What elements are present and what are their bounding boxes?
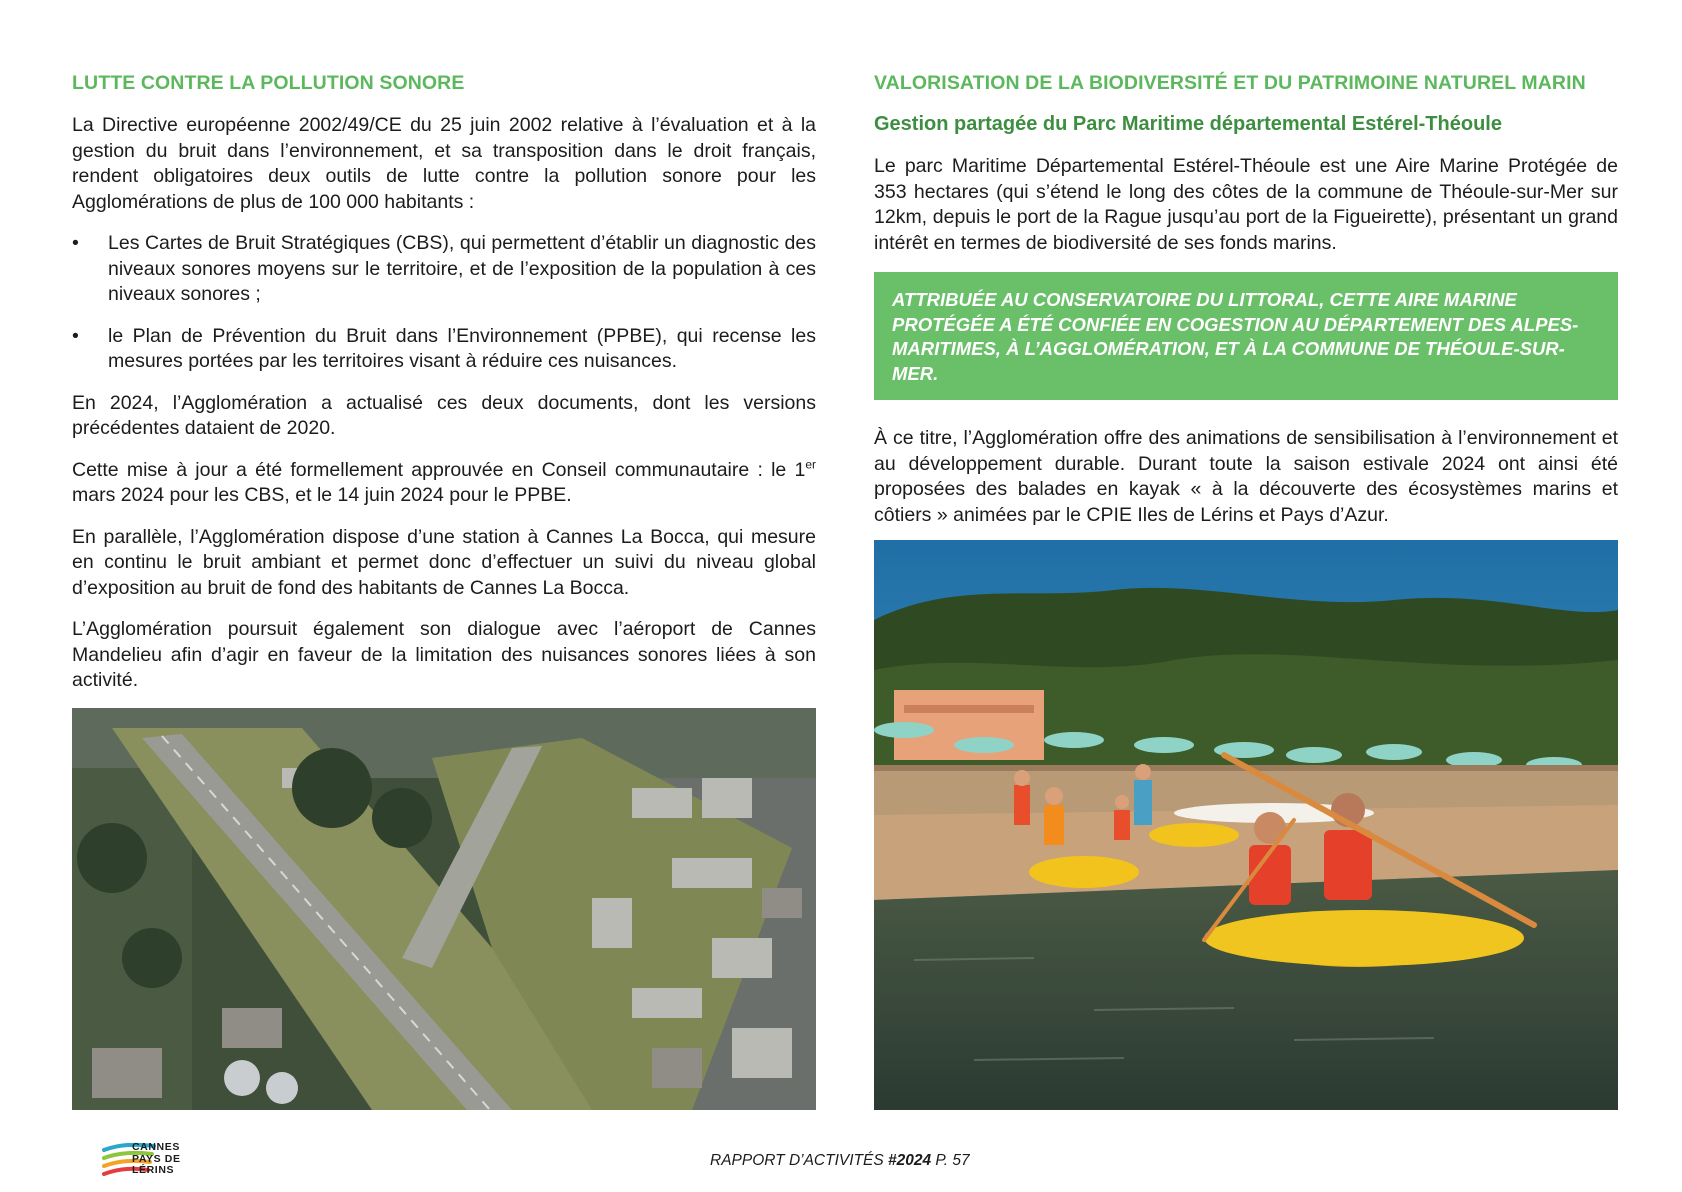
kayak-illustration <box>874 540 1618 1110</box>
airport-aerial-photo <box>72 708 816 1110</box>
noise-tools-list <box>72 231 816 375</box>
logo-line: CANNES <box>132 1141 180 1153</box>
bullet-glyph: • <box>72 232 79 254</box>
logo-line: LÉRINS <box>132 1164 175 1176</box>
update-paragraph: En 2024, l’Agglomération a actualisé ces deux documents, dont les versions précédentes dataient de 2020. <box>72 391 816 439</box>
list-item <box>72 231 816 308</box>
directive-paragraph: La Directive européenne 2002/49/CE du 25 juin 2002 relative à l’évaluation et à la gestion du bruit dans l’environnement, et sa transposition dans le droit français, rendent obligatoires deux outils de lutte contre la pollution sonore pour les Agglomérations de plus de 100 000 habitants : <box>72 114 816 213</box>
airport-aerial-illustration <box>72 708 816 1110</box>
approval-superscript: er <box>805 457 816 471</box>
report-label: RAPPORT D’ACTIVITÉS <box>710 1152 888 1169</box>
logo-wordmark <box>132 1142 181 1177</box>
approval-text-a: Cette mise à jour a été formellement approuvée en Conseil communautaire : le 1 <box>72 458 806 481</box>
list-item-text: Les Cartes de Bruit Stratégiques (CBS), qui permettent d’établir un diagnostic des niveaux sonores moyens sur le territoire, et de l’exposition de la population à ces niveaux sonores ; <box>108 232 816 305</box>
page-footer <box>0 1140 1682 1180</box>
right-column <box>874 72 1618 1110</box>
bullet-glyph: • <box>72 324 79 347</box>
logo-line: PAYS DE <box>132 1152 181 1165</box>
activities-paragraph: À ce titre, l’Agglomération offre des animations de sensibilisation à l’environnement et au développement durable. Durant toute la saison estivale 2024 ont ainsi été proposées des balades en kayak « à la découverte des écosystèmes marins et côtiers » animées par le CPIE Iles de Lérins et Pays d’Azur. <box>874 427 1618 526</box>
kayak-photo <box>874 540 1618 1110</box>
report-year: #2024 <box>888 1152 932 1169</box>
list-item-text: le Plan de Prévention du Bruit dans l’Environnement (PPBE), qui recense les mesures portées par les territoires visant à réduire ces nuisances. <box>108 324 816 372</box>
callout-box: ATTRIBUÉE AU CONSERVATOIRE DU LITTORAL, CETTE AIRE MARINE PROTÉGÉE A ÉTÉ CONFIÉE EN COGESTION AU DÉPARTEMENT DES ALPES-MARITIMES, À L’AGGLOMÉRATION, ET À LA COMMUNE DE THÉOULE-SUR-MER. <box>874 272 1618 400</box>
biodiversity-section-title: VALORISATION DE LA BIODIVERSITÉ ET DU PATRIMOINE NATUREL MARIN <box>874 72 1586 94</box>
park-paragraph: Le parc Maritime Départemental Estérel-Théoule est une Aire Marine Protégée de 353 hectares (qui s’étend le long des côtes de la commune de Théoule-sur-Mer sur 12km, depuis le port de la Rague jusqu’au port de la Figueirette), présentant un grand intérêt en termes de biodiversité de ses fonds marins. <box>874 155 1618 254</box>
left-column <box>72 72 816 1110</box>
noise-section-title: LUTTE CONTRE LA POLLUTION SONORE <box>72 72 465 94</box>
park-subtitle: Gestion partagée du Parc Maritime départemental Estérel-Théoule <box>874 113 1502 135</box>
page-number: P. 57 <box>931 1152 970 1169</box>
approval-text-b: mars 2024 pour les CBS, et le 14 juin 2024 pour le PPBE. <box>72 484 572 506</box>
list-item <box>72 324 816 375</box>
station-paragraph: En parallèle, l’Agglomération dispose d’une station à Cannes La Bocca, qui mesure en continu le bruit ambiant et permet donc d’effectuer un suivi du niveau global d’exposition au bruit de fond des habitants de Cannes La Bocca. <box>72 525 816 599</box>
airport-paragraph: L’Agglomération poursuit également son dialogue avec l’aéroport de Cannes Mandelieu afin d’agir en faveur de la limitation des nuisances sonores liées à son activité. <box>72 618 816 691</box>
page-reference <box>710 1152 970 1170</box>
approval-paragraph <box>72 458 816 509</box>
